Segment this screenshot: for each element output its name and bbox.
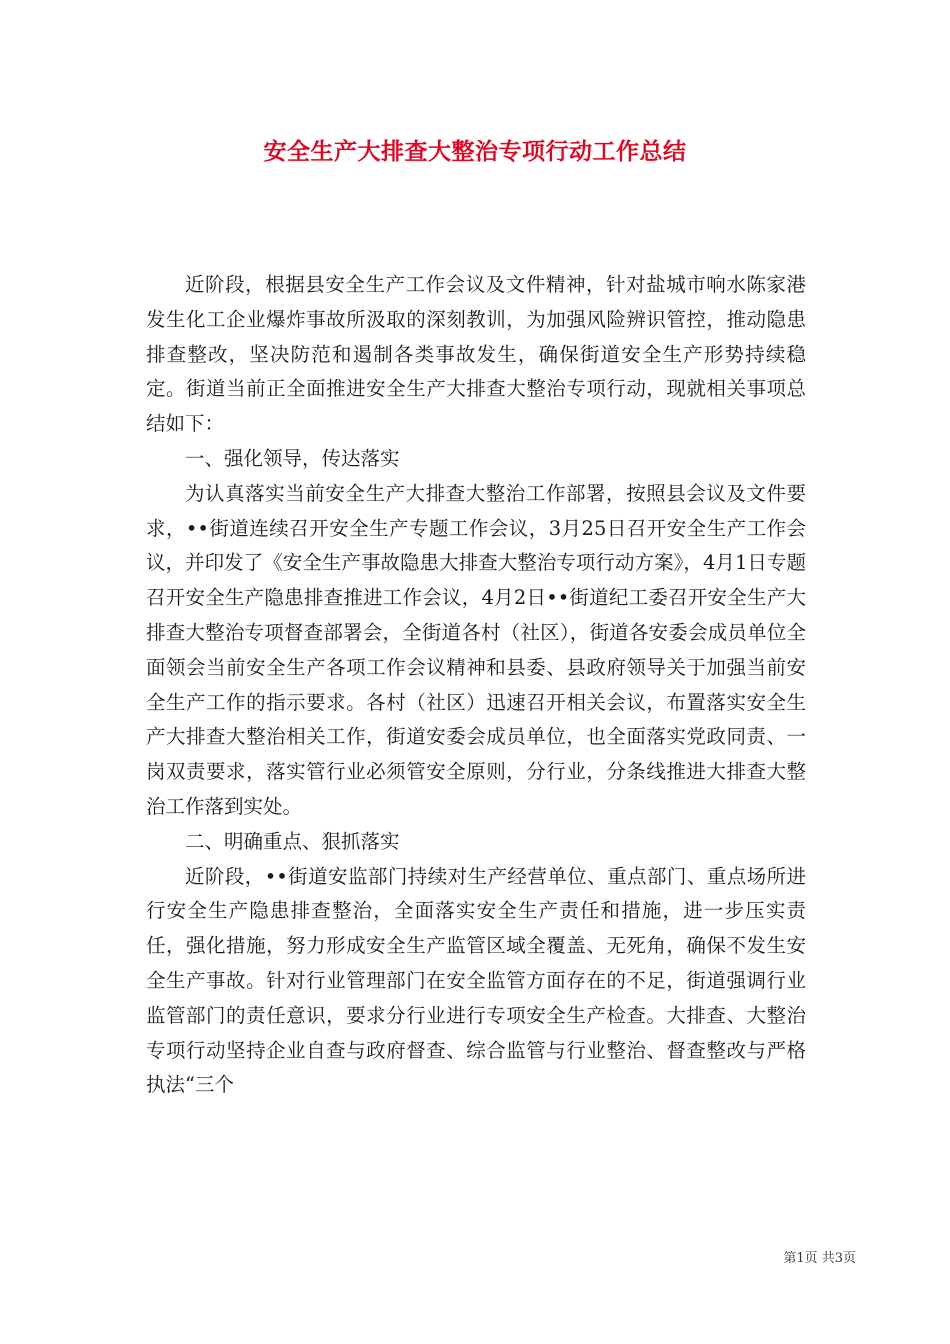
section-1-paragraph: 为认真落实当前安全生产大排查大整治工作部署，按照县会议及文件要求，••街道连续召开安全生产专题工作会议，3月25日召开安全生产工作会议，并印发了《安全生产事故隐患大排查大整治专项行动方案》，4月1日专题召开安全生产隐患排查推进工作会议，4月2日••街道纪工委召开安全生产大排查大整治专项督查部署会，全街道各村（社区），街道各安委会成员单位全面领会当前安全生产各项工作会议精神和县委、县政府领导关于加强当前安全生产工作的指示要求。各村（社区）迅速召开相关会议，布置落实安全生产大排查大整治相关工作，街道安委会成员单位，也全面落实党政同责、一岗双责要求，落实管行业必须管安全原则，分行业，分条线推进大排查大整治工作落到实处。 bbox=[146, 481, 806, 818]
document-body bbox=[146, 268, 806, 1103]
page-number: 第1页 共3页 bbox=[783, 1251, 856, 1266]
intro-paragraph: 近阶段，根据县安全生产工作会议及文件精神，针对盐城市响水陈家港发生化工企业爆炸事故所汲取的深刻教训，为加强风险辨识管控，推动隐患排查整改，坚决防范和遏制各类事故发生，确保街道安全生产形势持续稳定。街道当前正全面推进安全生产大排查大整治专项行动，现就相关事项总结如下： bbox=[146, 273, 806, 436]
section-heading-1: 一、强化领导，传达落实 bbox=[185, 446, 400, 470]
section-heading-2: 二、明确重点、狠抓落实 bbox=[185, 829, 400, 853]
section-2-paragraph: 近阶段，••街道安监部门持续对生产经营单位、重点部门、重点场所进行安全生产隐患排查整治，全面落实安全生产责任和措施，进一步压实责任，强化措施，努力形成安全生产监管区域全覆盖、无死角，确保不发生安全生产事故。针对行业管理部门在安全监管方面存在的不足，街道强调行业监管部门的责任意识，要求分行业进行专项安全生产检查。大排查、大整治专项行动坚持企业自查与政府督查、综合监管与行业整治、督查整改与严格执法“三个 bbox=[146, 864, 806, 1097]
document-title: 安全生产大排查大整治专项行动工作总结 bbox=[263, 139, 687, 165]
